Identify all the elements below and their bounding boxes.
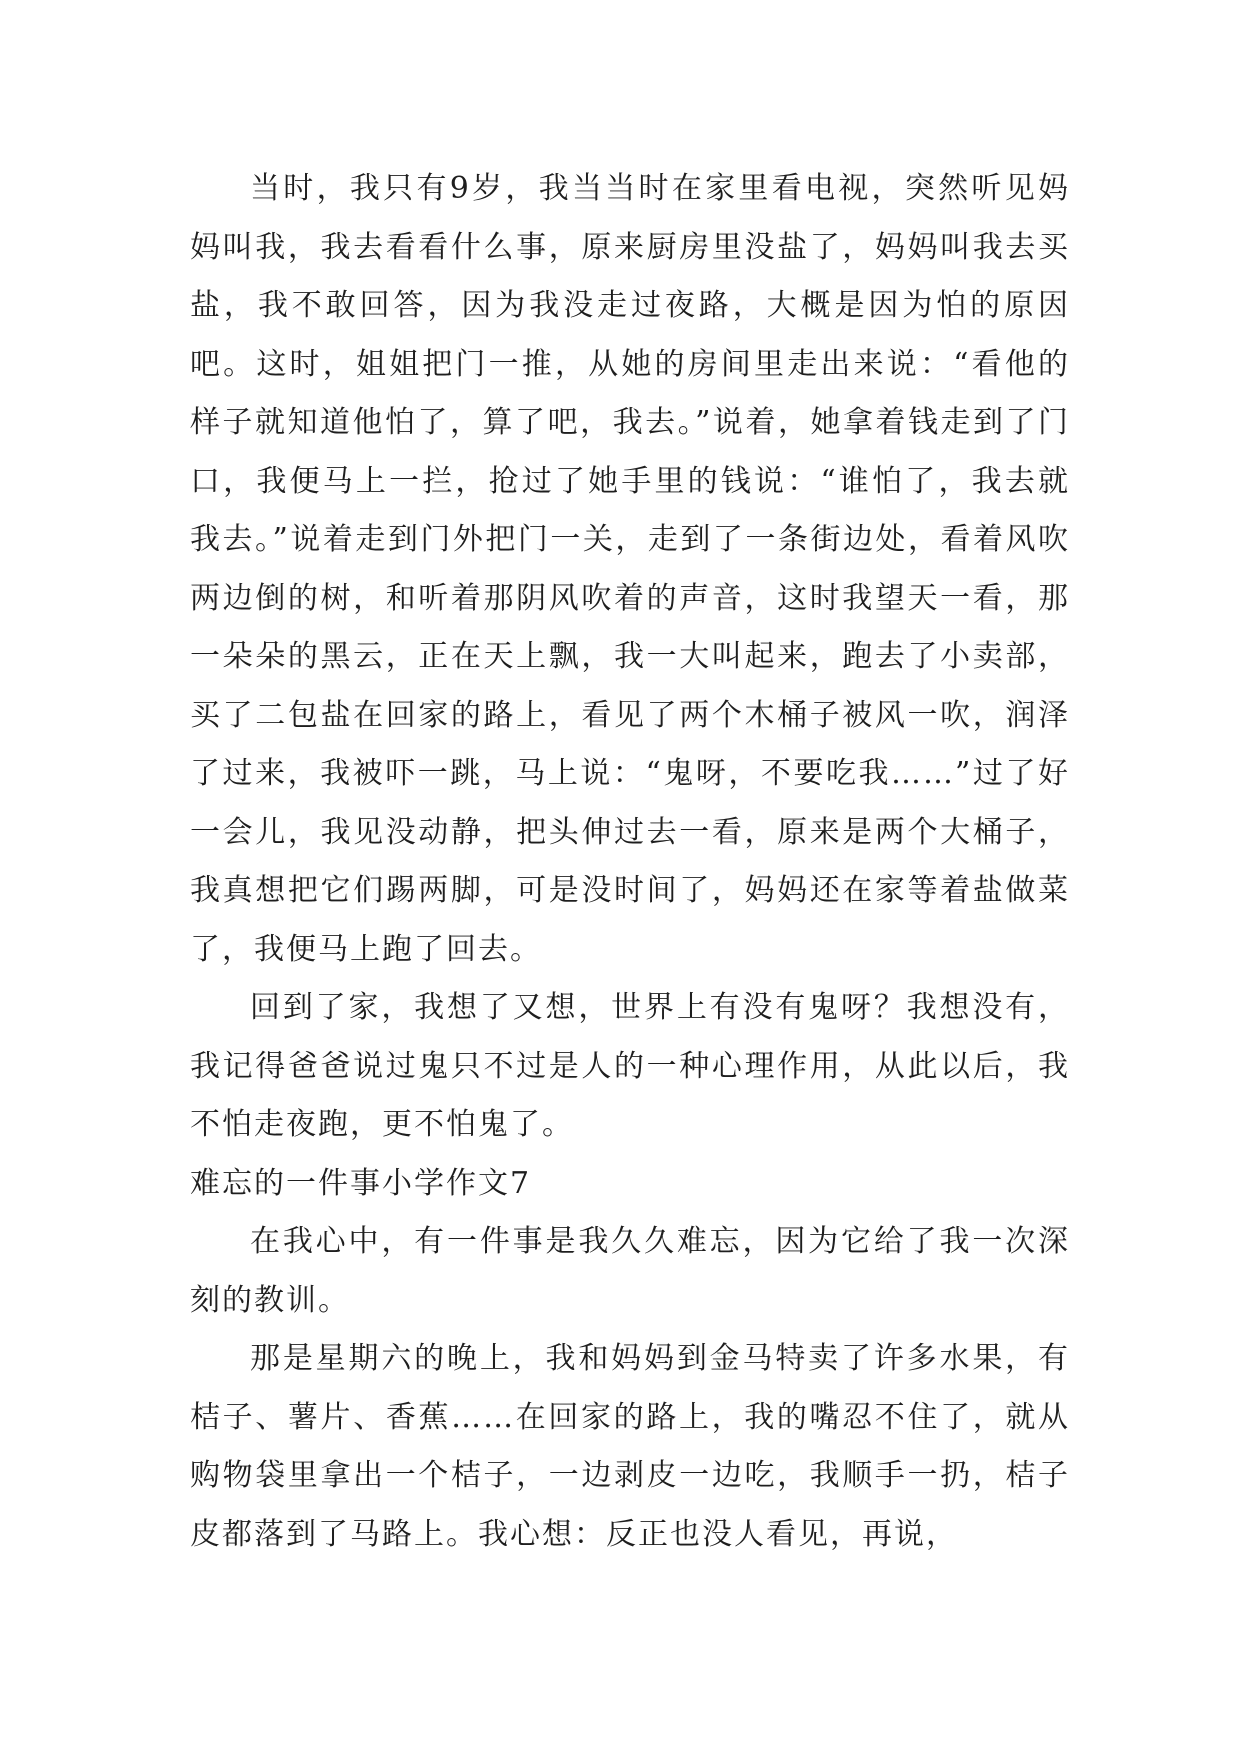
paragraph-1: 当时，我只有9岁，我当当时在家里看电视，突然听见妈妈叫我，我去看看什么事，原来厨房里没盐了，妈妈叫我去买盐，我不敢回答，因为我没走过夜路，大概是因为怕的原因吧。这时，姐姐把门一推，从她的房间里走出来说：“看他的样子就知道他怕了，算了吧，我去。”说着，她拿着钱走到了门口，我便马上一拦，抢过了她手里的钱说：“谁怕了，我去就我去。”说着走到门外把门一关，走到了一条街边处，看着风吹两边倒的树，和听着那阴风吹着的声音，这时我望天一看，那一朵朵的黑云，正在天上飘，我一大叫起来，跑去了小卖部，买了二包盐在回家的路上，看见了两个木桶子被风一吹，润泽了过来，我被吓一跳，马上说：“鬼呀，不要吃我……”过了好一会儿，我见没动静，把头伸过去一看，原来是两个大桶子，我真想把它们踢两脚，可是没时间了，妈妈还在家等着盐做菜了，我便马上跑了回去。 (190, 171, 1070, 967)
paragraph-4: 那是星期六的晚上，我和妈妈到金马特卖了许多水果，有桔子、薯片、香蕉……在回家的路上，我的嘴忍不住了，就从购物袋里拿出一个桔子，一边剥皮一边吃，我顺手一扔，桔子皮都落到了马路上。我心想：反正也没人看见，再说， (190, 1341, 1070, 1552)
paragraph-3: 在我心中，有一件事是我久久难忘，因为它给了我一次深刻的教训。 (190, 1224, 1070, 1318)
essay-heading: 难忘的一件事小学作文7 (190, 1165, 532, 1201)
paragraph-2: 回到了家，我想了又想，世界上有没有鬼呀？我想没有，我记得爸爸说过鬼只不过是人的一种心理作用，从此以后，我不怕走夜跑，更不怕鬼了。 (190, 990, 1070, 1142)
document-page (190, 160, 1070, 1564)
